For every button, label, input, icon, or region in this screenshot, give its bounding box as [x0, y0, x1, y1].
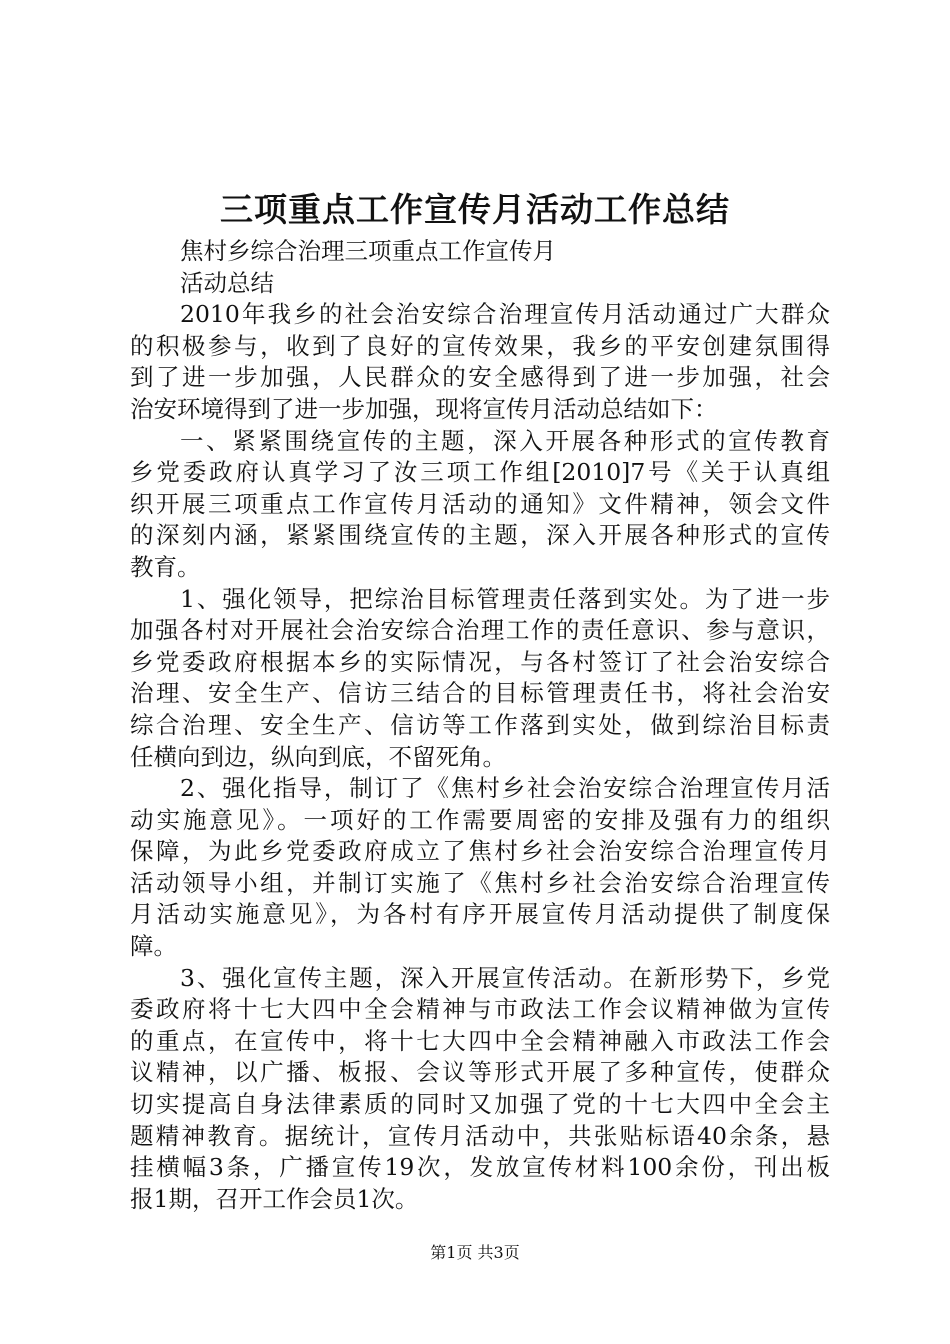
paragraph-line: 的重点，在宣传中，将十七大四中全会精神融入市政法工作会	[130, 1026, 830, 1055]
paragraph-line: 综合治理、安全生产、信访等工作落到实处，做到综治目标责	[130, 710, 830, 739]
paragraph-line: 切实提高自身法律素质的同时又加强了党的十七大四中全会主	[130, 1090, 830, 1119]
paragraph-line: 加强各村对开展社会治安综合治理工作的责任意识、参与意识，	[130, 616, 830, 645]
paragraph-line: 2010年我乡的社会治安综合治理宣传月活动通过广大群众	[180, 300, 830, 329]
paragraph-line: 乡党委政府认真学习了汝三项工作组[2010]7号《关于认真组	[130, 458, 830, 487]
paragraph-line: 治安环境得到了进一步加强，现将宣传月活动总结如下：	[130, 394, 718, 423]
paragraph-line: 乡党委政府根据本乡的实际情况，与各村签订了社会治安综合	[130, 647, 830, 676]
paragraph-line: 治理、安全生产、信访三结合的目标管理责任书，将社会治安	[130, 679, 830, 708]
paragraph-line: 活动领导小组，并制订实施了《焦村乡社会治安综合治理宣传	[130, 868, 830, 897]
paragraph-line: 的积极参与，收到了良好的宣传效果，我乡的平安创建氛围得	[130, 331, 830, 360]
page-footer: 第1页 共3页	[430, 1243, 520, 1262]
document-title: 三项重点工作宣传月活动工作总结	[220, 190, 730, 229]
paragraph-line: 议精神，以广播、板报、会议等形式开展了多种宣传，使群众	[130, 1058, 830, 1087]
subtitle-line: 活动总结	[180, 268, 274, 297]
document-body	[130, 236, 830, 1215]
paragraph-line: 1、强化领导，把综治目标管理责任落到实处。为了进一步	[180, 584, 830, 613]
paragraph-line: 动实施意见》。一项好的工作需要周密的安排及强有力的组织	[130, 805, 830, 834]
paragraph-line: 障。	[130, 932, 177, 961]
paragraph-line: 到了进一步加强，人民群众的安全感得到了进一步加强，社会	[130, 363, 830, 392]
section-heading-line: 一、紧紧围绕宣传的主题，深入开展各种形式的宣传教育	[180, 426, 830, 455]
paragraph-line: 题精神教育。据统计，宣传月活动中，共张贴标语40余条，悬	[130, 1121, 830, 1150]
paragraph-line: 2、强化指导，制订了《焦村乡社会治安综合治理宣传月活	[180, 774, 830, 803]
paragraph-line: 任横向到边，纵向到底，不留死角。	[130, 742, 506, 771]
paragraph-line: 月活动实施意见》，为各村有序开展宣传月活动提供了制度保	[130, 900, 830, 929]
subtitle-line: 焦村乡综合治理三项重点工作宣传月	[180, 237, 556, 265]
paragraph-line: 3、强化宣传主题，深入开展宣传活动。在新形势下，乡党	[180, 963, 830, 992]
paragraph-line: 教育。	[130, 552, 201, 581]
paragraph-line: 的深刻内涵，紧紧围绕宣传的主题，深入开展各种形式的宣传	[130, 521, 830, 550]
paragraph-line: 报1期，召开工作会员1次。	[130, 1184, 419, 1213]
paragraph-line: 保障，为此乡党委政府成立了焦村乡社会治安综合治理宣传月	[130, 837, 830, 866]
paragraph-line: 织开展三项重点工作宣传月活动的通知》文件精神，领会文件	[130, 489, 830, 518]
paragraph-line: 挂横幅3条，广播宣传19次，发放宣传材料100余份，刊出板	[130, 1153, 830, 1182]
paragraph-line: 委政府将十七大四中全会精神与市政法工作会议精神做为宣传	[130, 995, 830, 1024]
